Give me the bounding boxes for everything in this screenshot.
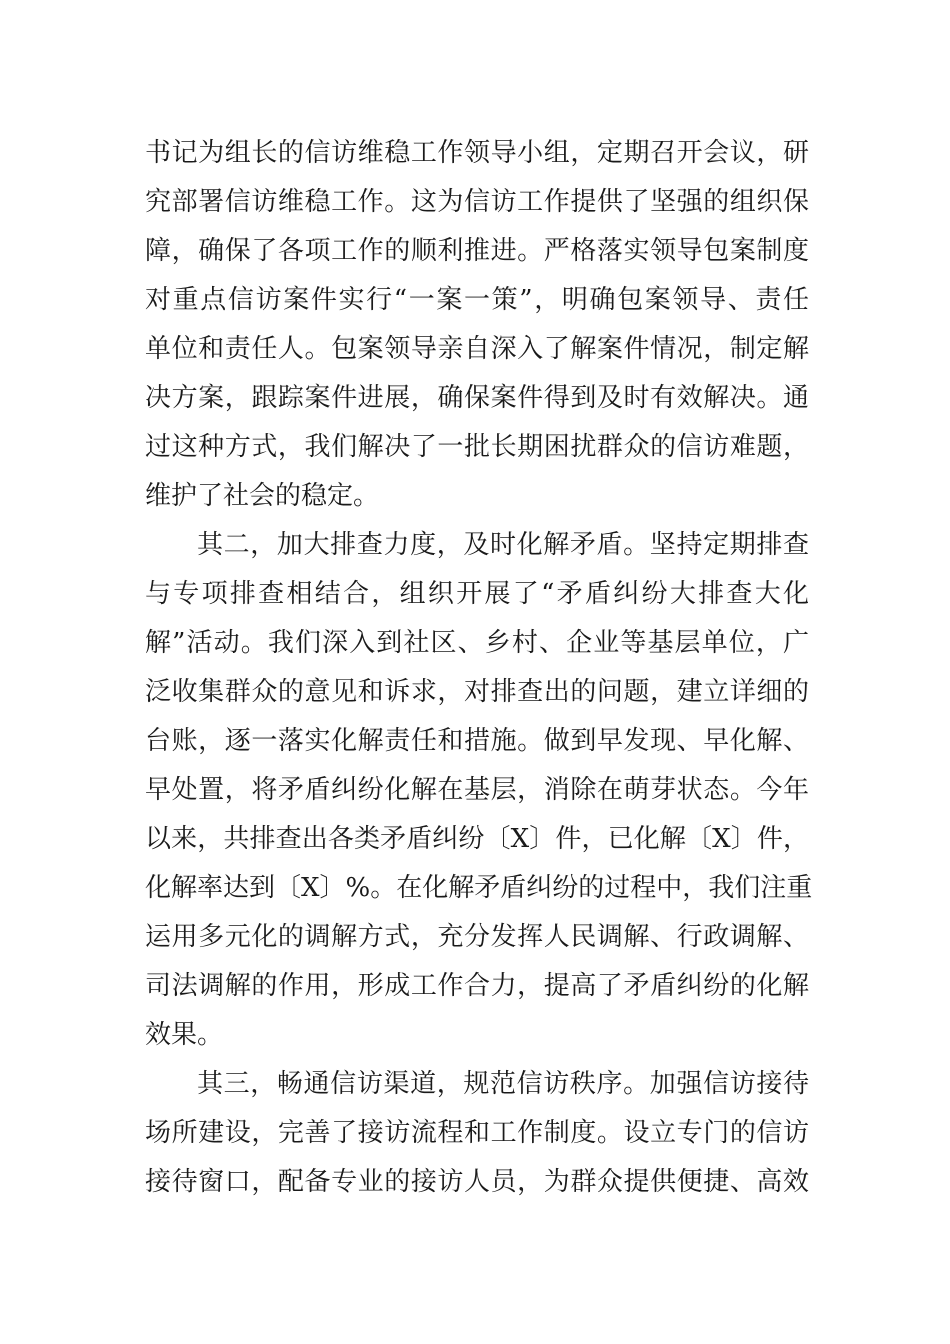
text-line: 究部署信访维稳工作。这为信访工作提供了坚强的组织保 — [145, 187, 809, 217]
text-line: 书记为组长的信访维稳工作领导小组，定期召开会议，研 — [145, 138, 809, 168]
text-line: 过这种方式，我们解决了一批长期困扰群众的信访难题， — [145, 432, 809, 462]
text-line: 解”活动。我们深入到社区、乡村、企业等基层单位，广 — [145, 628, 809, 658]
text-line: 运用多元化的调解方式，充分发挥人民调解、行政调解、 — [145, 922, 809, 952]
text-line: 以来，共排查出各类矛盾纠纷〔X〕件，已化解〔X〕件， — [145, 824, 809, 854]
text-line: 化解率达到〔X〕%。在化解矛盾纠纷的过程中，我们注重 — [145, 873, 813, 903]
text-line: 对重点信访案件实行“一案一策”，明确包案领导、责任 — [145, 285, 809, 315]
text-line: 早处置，将矛盾纠纷化解在基层，消除在萌芽状态。今年 — [145, 775, 809, 805]
text-line: 维护了社会的稳定。 — [145, 481, 380, 511]
text-line: 单位和责任人。包案领导亲自深入了解案件情况，制定解 — [145, 334, 809, 364]
text-line: 台账，逐一落实化解责任和措施。做到早发现、早化解、 — [145, 726, 809, 756]
text-line: 效果。 — [145, 1020, 224, 1050]
text-line: 泛收集群众的意见和诉求，对排查出的问题，建立详细的 — [145, 677, 809, 707]
text-line: 司法调解的作用，形成工作合力，提高了矛盾纠纷的化解 — [145, 971, 809, 1001]
paragraph-heading-line: 其二，加大排查力度，及时化解矛盾。坚持定期排查 — [197, 530, 809, 560]
text-line: 接待窗口，配备专业的接访人员，为群众提供便捷、高效 — [145, 1167, 809, 1197]
paragraph-heading-line: 其三，畅通信访渠道，规范信访秩序。加强信访接待 — [197, 1069, 809, 1099]
text-line: 场所建设，完善了接访流程和工作制度。设立专门的信访 — [145, 1118, 809, 1148]
text-line: 决方案，跟踪案件进展，确保案件得到及时有效解决。通 — [145, 383, 809, 413]
text-line: 障，确保了各项工作的顺利推进。严格落实领导包案制度 — [145, 236, 809, 266]
text-line: 与专项排查相结合，组织开展了“矛盾纠纷大排查大化 — [145, 579, 809, 609]
